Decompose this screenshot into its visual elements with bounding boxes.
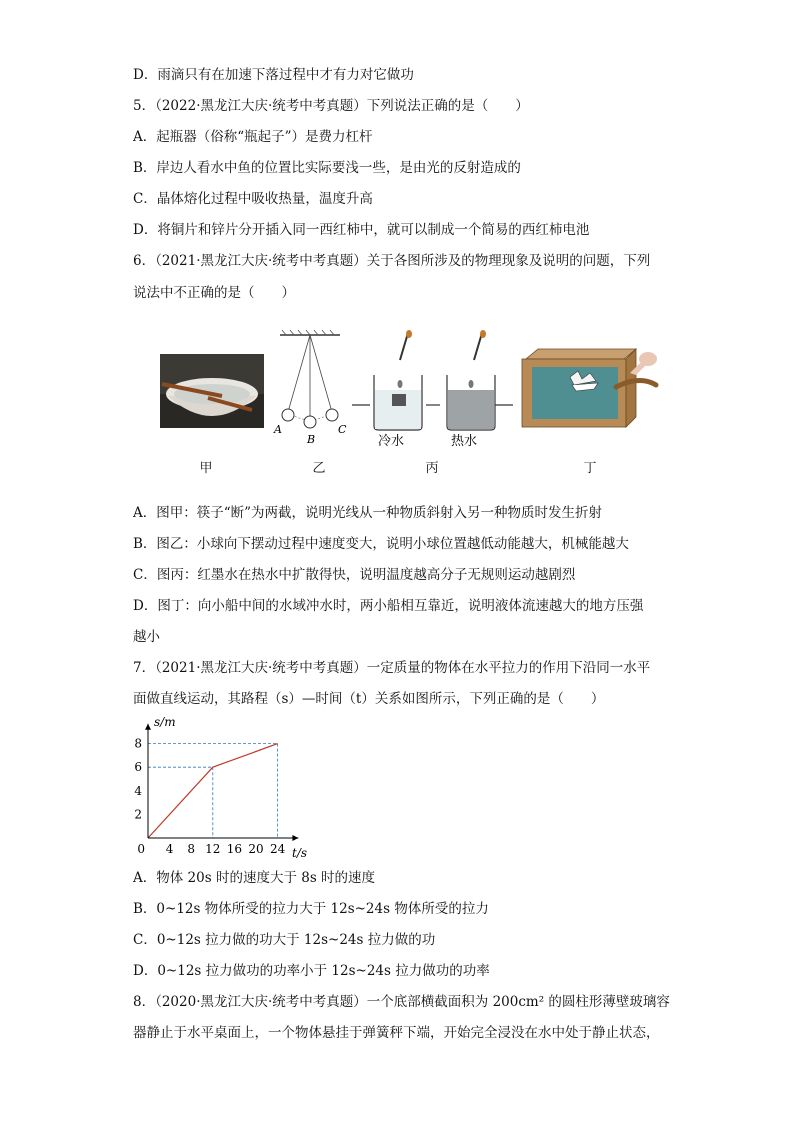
x-axis-arrow	[292, 835, 298, 841]
x-tick-label: 12	[205, 842, 221, 856]
x-tick-label: 4	[165, 842, 174, 856]
hot-water-label: 热水	[451, 434, 478, 449]
question-5-stem: 5．（2022·黑龙江大庆·统考中考真题）下列说法正确的是（ ）	[133, 98, 529, 114]
q5-option-b: B．岸边人看水中鱼的位置比实际要浅一些，是由光的反射造成的	[133, 160, 521, 176]
q5-option-a: A．起瓶器（俗称“瓶起子”）是费力杠杆	[133, 129, 373, 145]
q7-option-d: D．0~12s 拉力做功的功率小于 12s~24s 拉力做功的功率	[133, 963, 490, 979]
x-tick-label: 8	[187, 842, 196, 856]
x-axis-label: t/s	[292, 846, 308, 860]
question-7-stem: 7．（2021·黑龙江大庆·统考中考真题）一定质量的物体在水平拉力的作用下沿同一水平	[133, 660, 651, 676]
y-axis-arrow	[145, 724, 151, 730]
x-tick-label: 24	[269, 842, 286, 856]
pendulum-label-b: B	[307, 433, 316, 445]
q7-option-a: A．物体 20s 时的速度大于 8s 时的速度	[133, 870, 376, 886]
y-tick-label: 8	[134, 736, 142, 751]
cold-water-label: 冷水	[378, 434, 405, 449]
beakers-diffusion-diagram	[350, 330, 515, 450]
q4-option-d: D．雨滴只有在加速下落过程中才有力对它做功	[133, 67, 414, 83]
q7-option-b: B．0~12s 物体所受的拉力大于 12s~24s 物体所受的拉力	[133, 901, 489, 917]
q7-option-c: C．0~12s 拉力做的功大于 12s~24s 拉力做的功	[133, 932, 436, 948]
q6-option-a: A．图甲：筷子“断”为两截，说明光线从一种物质斜射入另一种物质时发生折射	[133, 505, 603, 521]
question-6-stem: 6．（2021·黑龙江大庆·统考中考真题）关于各图所涉及的物理现象及说明的问题，下列	[133, 253, 651, 269]
q6-option-b: B．图乙：小球向下摆动过程中速度变大，说明小球位置越低动能越大，机械能越大	[133, 536, 629, 552]
q6-option-d: D．图丁：向小船中间的水域冲水时，两小船相互靠近，说明液体流速越大的地方压强	[133, 598, 644, 614]
figure-caption-yi: 乙	[312, 461, 326, 476]
question-6-stem-cont: 说法中不正确的是（ ）	[133, 285, 295, 301]
bowl-chopstick-photo	[160, 354, 264, 428]
x-tick-label: 20	[248, 842, 264, 856]
distance-time-chart	[128, 714, 318, 862]
q6-option-d-cont: 越小	[133, 629, 160, 645]
x-tick-label: 16	[226, 842, 243, 856]
q6-option-c: C．图丙：红墨水在热水中扩散得快，说明温度越高分子无规则运动越剧烈	[133, 567, 576, 583]
pendulum-label-a: A	[274, 423, 282, 436]
figure-caption-jia: 甲	[199, 461, 213, 476]
pendulum-label-c: C	[338, 423, 347, 436]
y-axis-label: s/m	[154, 715, 176, 729]
figure-caption-ding: 丁	[583, 461, 597, 476]
question-7-stem-cont: 面做直线运动，其路程（s）—时间（t）关系如图所示，下列正确的是（ ）	[133, 691, 605, 707]
figure-caption-bing: 丙	[425, 461, 439, 476]
q5-option-d: D．将铜片和锌片分开插入同一西红柿中，就可以制成一个简易的西红柿电池	[133, 222, 590, 238]
pendulum-diagram	[270, 330, 350, 445]
y-tick-label: 2	[134, 807, 142, 822]
x-tick-label: 0	[137, 842, 145, 856]
water-tank-boats-diagram	[520, 345, 660, 430]
question-8-stem-cont: 器静止于水平桌面上，一个物体悬挂于弹簧秤下端，开始完全浸没在水中处于静止状态，	[133, 1025, 660, 1041]
y-tick-label: 6	[134, 760, 142, 775]
question-8-stem: 8．（2020·黑龙江大庆·统考中考真题）一个底部横截面积为 200cm² 的圆柱形薄壁玻璃容	[133, 994, 670, 1010]
y-tick-label: 4	[134, 783, 142, 798]
q5-option-c: C．晶体熔化过程中吸收热量，温度升高	[133, 191, 373, 207]
